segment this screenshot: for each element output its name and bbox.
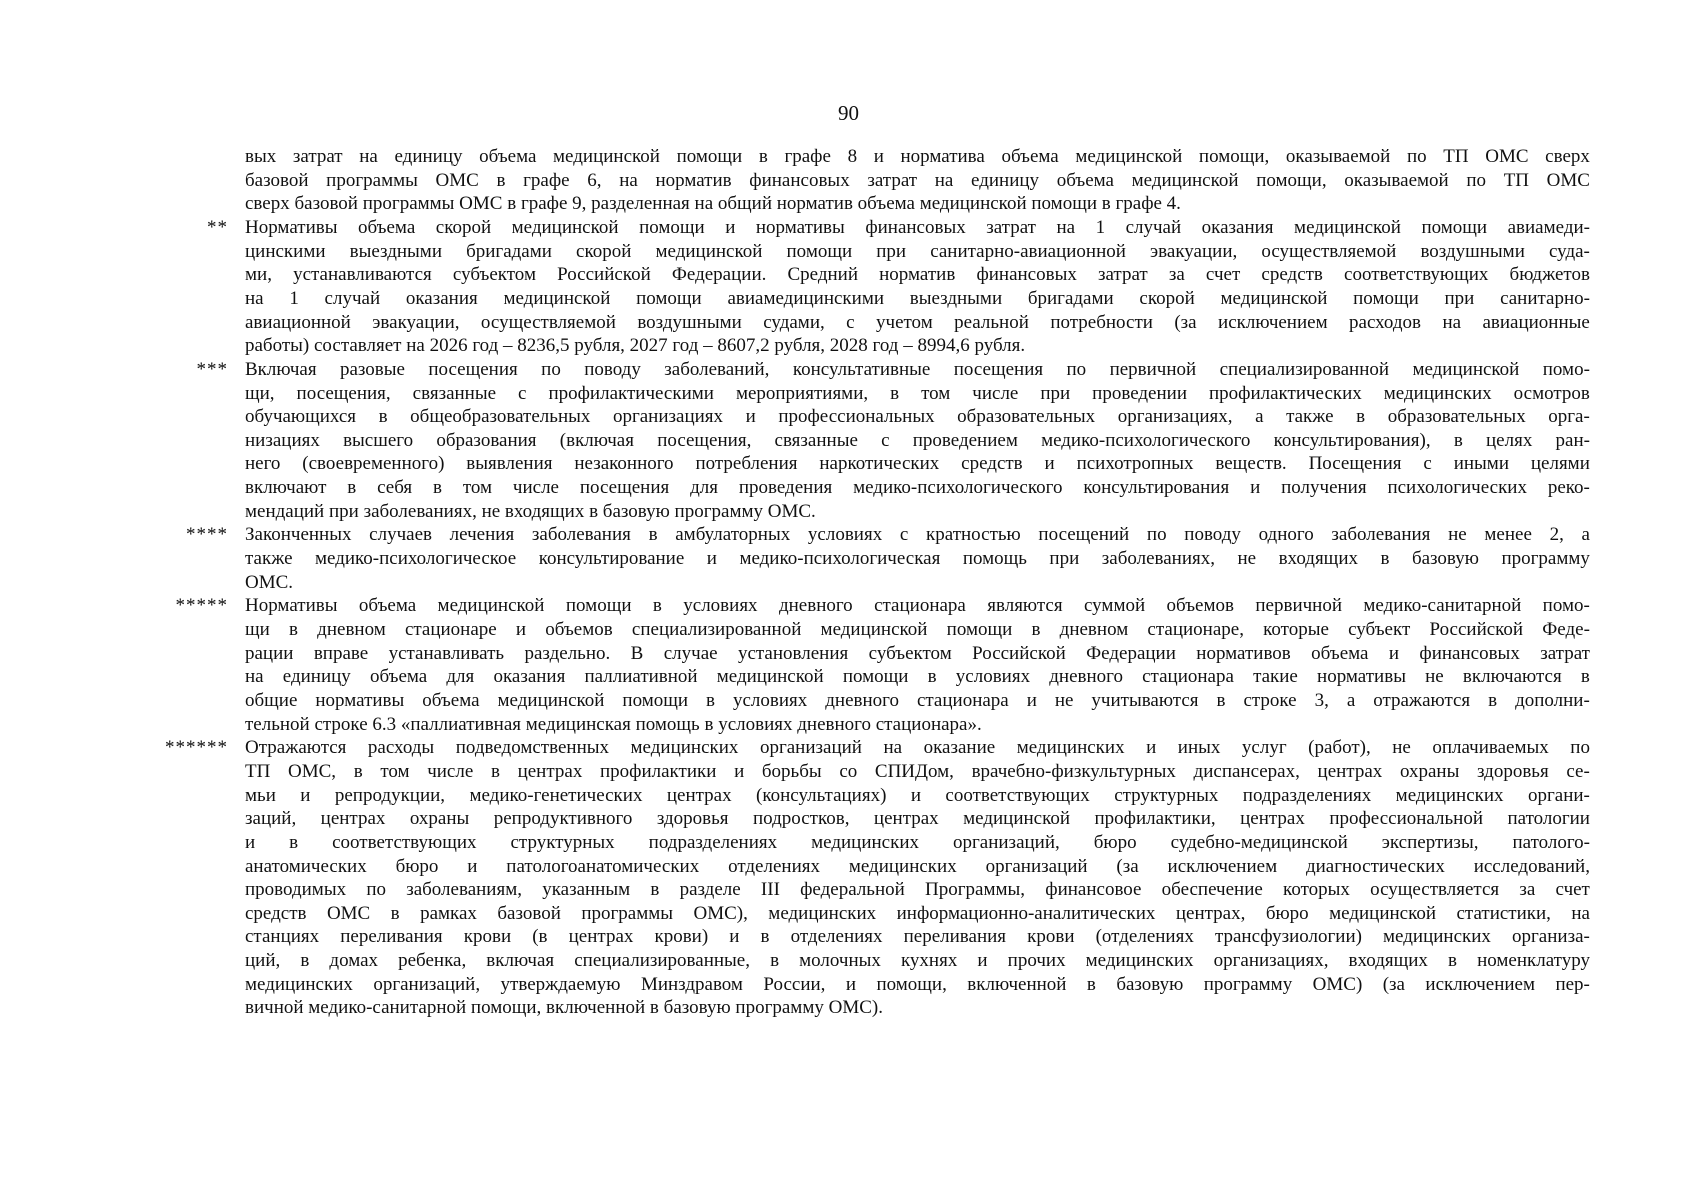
line-text: мендаций при заболеваниях, не входящих в базовую программу ОМС. [245,500,816,522]
line-text: Нормативы объема медицинской помощи в условиях дневного стационара являются суммой объемов первичной медико-санитарной помо- [245,595,1590,617]
line-text: и в соответствующих структурных подразделениях медицинских организаций, бюро судебно-медицинской экспертизы, патолого- [245,831,1590,853]
line-text: щи в дневном стационаре и объемов специализированной медицинской помощи в дневном стационаре, которые субъект Российской Феде- [245,619,1590,640]
footnote-marker: **** [186,524,228,546]
line-text: рации вправе устанавливать раздельно. В случае установления субъектом Российской Федерации нормативов объема и финансовых затрат [245,642,1590,664]
line-text: базовой программы ОМС в графе 6, на норматив финансовых затрат на единицу объема медицинской помощи, оказываемой по ТП ОМС [245,169,1590,191]
line-text: средств ОМС в рамках базовой программы ОМС), медицинских информационно-аналитических центрах, бюро медицинской статистики, на [245,902,1590,924]
footnote-marker: *** [196,358,228,380]
line-text: низациях высшего образования (включая посещения, связанные с проведением медико-психологического консультирования), в целях ран- [245,429,1590,451]
line-text: работы) составляет на 2026 год – 8236,5 рубля, 2027 год – 8607,2 рубля, 2028 год – 8994,6 рубля. [245,335,1026,357]
line-text: на единицу объема для оказания паллиативной медицинской помощи в условиях дневного стационара такие нормативы не включаются в [245,666,1590,688]
line-text: Нормативы объема скорой медицинской помощи и нормативы финансовых затрат на 1 случай оказания медицинской помощи авиамеди- [245,216,1590,238]
page-number: 90 [838,101,859,125]
line-text: ОМС. [245,571,294,593]
line-text: вых затрат на единицу объема медицинской помощи в графе 8 и норматива объема медицинской помощи, оказываемой по ТП ОМС сверх [245,146,1590,167]
line-text: общие нормативы объема медицинской помощи в условиях дневного стационара и не учитываются в строке 3, а отражаются в дополни- [245,689,1590,711]
line-text: мьи и репродукции, медико-генетических центрах (консультациях) и соответствующих структурных подразделениях медицинских органи- [245,784,1590,806]
footnote-marker: ***** [175,595,228,617]
line-text: Отражаются расходы подведомственных медицинских организаций на оказание медицинских и иных услуг (работ), не оплачиваемых по [245,737,1590,759]
footnote-marker: ****** [165,737,228,759]
line-text: анатомических бюро и патологоанатомических отделениях медицинских организаций (за исключением диагностических исследований, [245,855,1590,877]
line-text: на 1 случай оказания медицинской помощи авиамедицинскими выездными бригадами скорой медицинской помощи при санитарно- [245,287,1590,309]
line-text: станциях переливания крови (в центрах крови) и в отделениях переливания крови (отделениях трансфузиологии) медицинских организа- [245,926,1590,948]
line-text: Законченных случаев лечения заболевания в амбулаторных условиях с кратностью посещений по поводу одного заболевания не менее 2, а [245,524,1590,546]
line-text: него (своевременного) выявления незаконного потребления наркотических средств и психотропных веществ. Посещения с иными целями [245,453,1590,475]
line-text: тельной строке 6.3 «паллиативная медицинская помощь в условиях дневного стационара». [245,713,982,735]
line-text: цинскими выездными бригадами скорой медицинской помощи при санитарно-авиационной эвакуации, осуществляемой воздушными суда- [245,240,1590,262]
line-text: щи, посещения, связанные с профилактическими мероприятиями, в том числе при проведении профилактических медицинских осмотров [245,382,1590,404]
line-text: ций, в домах ребенка, включая специализированные, в молочных кухнях и прочих медицинских организациях, входящих в номенклатуру [245,950,1590,972]
line-text: заций, центрах охраны репродуктивного здоровья подростков, центрах медицинской профилактики, центрах профессиональной патологии [245,808,1590,830]
line-text: ТП ОМС, в том числе в центрах профилактики и борьбы со СПИДом, врачебно-физкультурных диспансерах, центрах охраны здоровья се- [245,760,1590,782]
line-text: сверх базовой программы ОМС в графе 9, разделенная на общий норматив объема медицинской помощи в графе 4. [245,193,1181,215]
footnote-marker: ** [207,216,228,238]
line-text: проводимых по заболеваниям, указанным в разделе III федеральной Программы, финансовое обеспечение которых осуществляется за счет [245,879,1590,901]
line-text: обучающихся в общеобразовательных организациях и профессиональных образовательных организациях, а также в образовательных орга- [245,406,1590,428]
line-text: ми, устанавливаются субъектом Российской Федерации. Средний норматив финансовых затрат за счет средств соответствующих бюджетов [245,264,1590,286]
line-text: также медико-психологическое консультирование и медико-психологическая помощь при заболеваниях, не входящих в базовую программу [245,548,1590,570]
line-text: медицинских организаций, утверждаемую Минздравом России, и помощи, включенной в базовую программу ОМС) (за исключением пер- [245,973,1590,995]
line-text: авиационной эвакуации, осуществляемой воздушными судами, с учетом реальной потребности (за исключением расходов на авиационные [245,311,1590,333]
line-text: включают в себя в том числе посещения для проведения медико-психологического консультирования и получения психологических реко- [245,477,1590,499]
line-text: Включая разовые посещения по поводу заболеваний, консультативные посещения по первичной специализированной медицинской помо- [245,358,1590,380]
line-text: вичной медико-санитарной помощи, включенной в базовую программу ОМС). [245,997,883,1019]
